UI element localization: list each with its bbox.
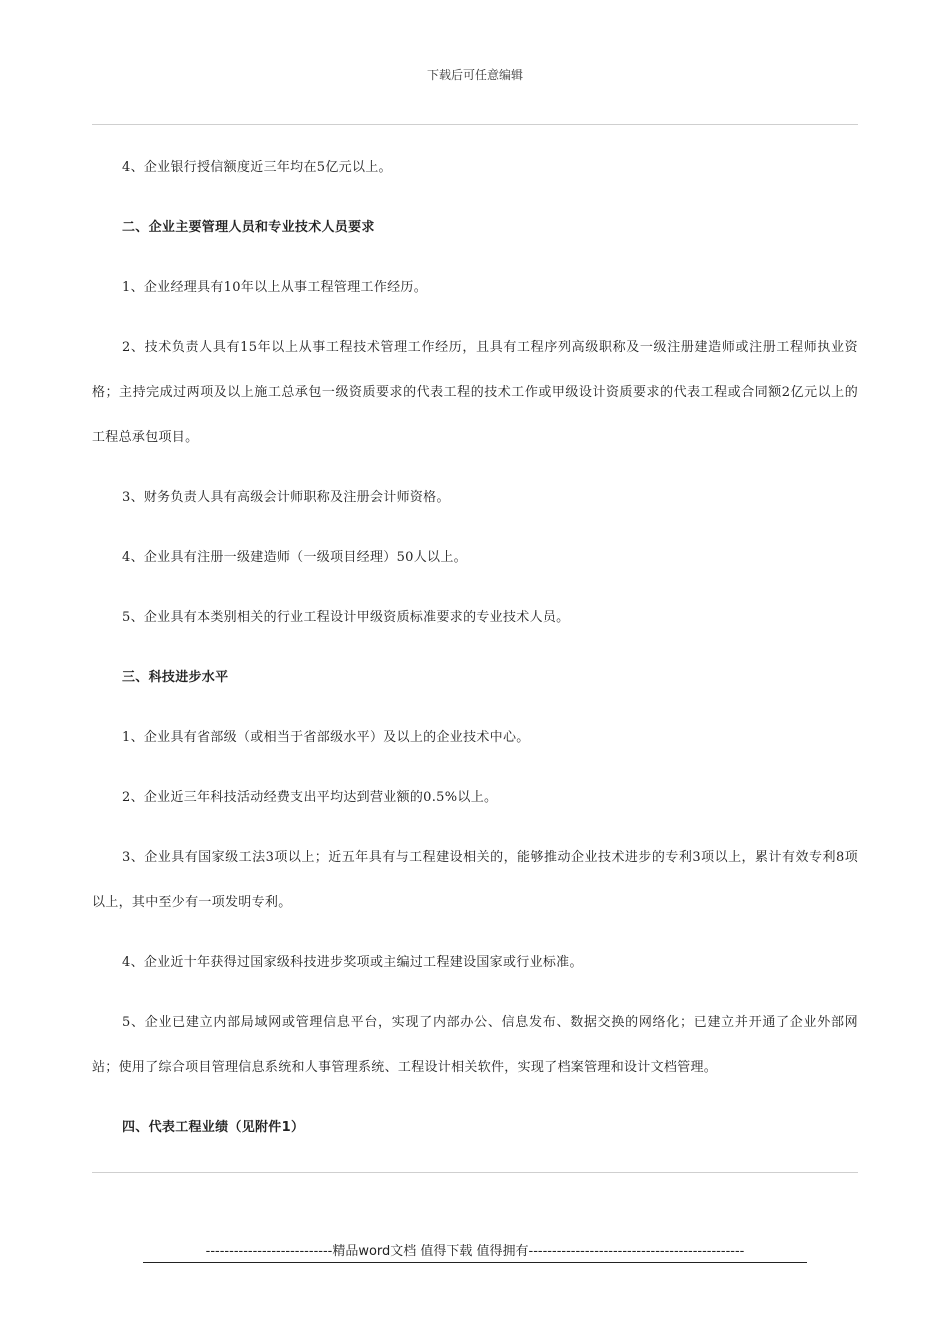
- page-footer: ---------------------------精品word文档 值得下载 值得拥有----------------------------------------------: [205, 1244, 745, 1259]
- paragraph: 4、企业银行授信额度近三年均在5亿元以上。: [122, 160, 392, 175]
- paragraph: 3、财务负责人具有高级会计师职称及注册会计师资格。: [122, 490, 450, 505]
- header-divider: [92, 124, 858, 125]
- footer-underline: [143, 1262, 807, 1263]
- document-body: [92, 145, 858, 1165]
- footer-divider: [92, 1172, 858, 1173]
- paragraph: 2、技术负责人具有15年以上从事工程技术管理工作经历，且具有工程序列高级职称及一级注册建造师或注册工程师执业资格；主持完成过两项及以上施工总承包一级资质要求的代表工程的技术工作或甲级设计资质要求的代表工程或合同额2亿元以上的工程总承包项目。: [92, 340, 858, 445]
- section-heading: 四、代表工程业绩（见附件1）: [122, 1120, 305, 1135]
- page-header: 下载后可任意编辑: [426, 68, 523, 82]
- paragraph: 3、企业具有国家级工法3项以上；近五年具有与工程建设相关的，能够推动企业技术进步的专利3项以上，累计有效专利8项以上，其中至少有一项发明专利。: [92, 850, 858, 910]
- paragraph: 5、企业具有本类别相关的行业工程设计甲级资质标准要求的专业技术人员。: [122, 610, 570, 625]
- paragraph: 4、企业具有注册一级建造师（一级项目经理）50人以上。: [122, 550, 467, 565]
- paragraph: 5、企业已建立内部局域网或管理信息平台，实现了内部办公、信息发布、数据交换的网络化；已建立并开通了企业外部网站；使用了综合项目管理信息系统和人事管理系统、工程设计相关软件，实现了档案管理和设计文档管理。: [92, 1015, 858, 1075]
- paragraph: 1、企业经理具有10年以上从事工程管理工作经历。: [122, 280, 428, 295]
- section-heading: 三、科技进步水平: [122, 670, 229, 685]
- section-heading: 二、企业主要管理人员和专业技术人员要求: [122, 220, 375, 235]
- paragraph: 1、企业具有省部级（或相当于省部级水平）及以上的企业技术中心。: [122, 730, 530, 745]
- paragraph: 2、企业近三年科技活动经费支出平均达到营业额的0.5%以上。: [122, 790, 498, 805]
- paragraph: 4、企业近十年获得过国家级科技进步奖项或主编过工程建设国家或行业标准。: [122, 955, 583, 970]
